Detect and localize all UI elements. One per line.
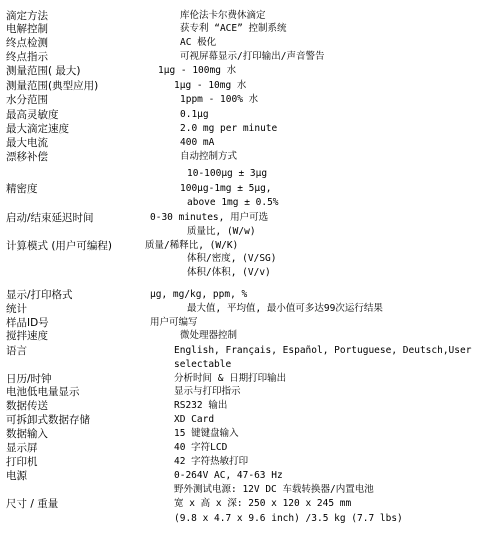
spec-value: 最大值, 平均值, 最小值可多达99次运行结果	[187, 303, 383, 314]
spec-row	[0, 455, 498, 469]
spec-label: 测量范围( 最大)	[6, 65, 81, 77]
spec-row	[0, 9, 498, 23]
spec-row	[0, 399, 498, 413]
spec-label: 搅拌速度	[6, 330, 48, 342]
spec-value: 获专利 “ACE” 控制系统	[180, 23, 287, 34]
spec-value: 0-264V AC, 47-63 Hz	[174, 470, 283, 481]
spec-row	[0, 358, 498, 372]
spec-value: μg, mg/kg, ppm, %	[150, 289, 248, 300]
spec-label: 打印机	[6, 456, 38, 468]
spec-value: English, Français, Español, Portuguese, Deutsch,User	[174, 345, 472, 356]
spec-value: 2.0 mg per minute	[180, 123, 278, 134]
spec-label: 显示/打印格式	[6, 289, 73, 301]
spec-value: XD Card	[174, 414, 215, 425]
spec-value: 野外测试电源: 12V DC 车载转换器/内置电池	[174, 484, 374, 495]
spec-value: 体积/密度, (V/SG)	[187, 253, 277, 264]
spec-row	[0, 108, 498, 122]
spec-label: 测量范围(典型应用)	[6, 80, 99, 92]
spec-label: 日历/时钟	[6, 373, 52, 385]
spec-value: RS232 输出	[174, 400, 228, 411]
spec-row	[0, 413, 498, 427]
spec-label: 数据输入	[6, 428, 48, 440]
spec-row	[0, 252, 498, 266]
spec-label: 显示屏	[6, 442, 38, 454]
spec-label: 最大电流	[6, 137, 48, 149]
spec-row	[0, 266, 498, 280]
spec-label: 计算模式 (用户可编程)	[6, 240, 113, 252]
spec-value: 1μg - 10mg 水	[174, 80, 247, 91]
spec-row	[0, 239, 498, 253]
spec-label: 电解控制	[6, 23, 48, 35]
spec-label: 终点指示	[6, 51, 48, 63]
spec-row	[0, 329, 498, 343]
spec-label: 滴定方法	[6, 10, 48, 22]
spec-row	[0, 211, 498, 225]
spec-value: 0.1μg	[180, 109, 209, 120]
spec-label: 最高灵敏度	[6, 109, 59, 121]
spec-value: 微处理器控制	[180, 330, 238, 341]
spec-label: 样品ID号	[6, 317, 49, 329]
spec-row	[0, 64, 498, 78]
spec-value: 1ppm - 100% 水	[180, 94, 259, 105]
spec-value: 15 键键盘输入	[174, 428, 239, 439]
spec-value: 用户可编写	[150, 317, 198, 328]
spec-value: AC 极化	[180, 37, 217, 48]
spec-label: 尺寸 / 重量	[6, 498, 59, 510]
spec-label: 终点检测	[6, 37, 48, 49]
spec-value: 0-30 minutes, 用户可选	[150, 212, 269, 223]
spec-row	[0, 385, 498, 399]
spec-row	[0, 22, 498, 36]
spec-label: 最大滴定速度	[6, 123, 69, 135]
spec-label: 统计	[6, 303, 27, 315]
spec-row	[0, 427, 498, 441]
spec-row	[0, 344, 498, 358]
spec-row	[0, 93, 498, 107]
spec-value: 400 mA	[180, 137, 215, 148]
spec-label: 漂移补偿	[6, 151, 48, 163]
spec-row	[0, 122, 498, 136]
spec-value: 库伦法卡尔费休滴定	[180, 10, 266, 21]
spec-value: 分析时间 & 日期打印输出	[174, 373, 287, 384]
spec-value: selectable	[174, 359, 232, 370]
spec-label: 启动/结束延迟时间	[6, 212, 94, 224]
spec-row	[0, 441, 498, 455]
spec-row	[0, 167, 498, 181]
spec-value: 42 字符热敏打印	[174, 456, 249, 467]
spec-value: (9.8 x 4.7 x 9.6 inch) /3.5 kg (7.7 lbs)	[174, 513, 403, 524]
spec-row	[0, 288, 498, 302]
spec-label: 电池低电量显示	[6, 386, 80, 398]
spec-value: 显示与打印指示	[174, 386, 241, 397]
spec-value: 100μg-1mg ± 5μg,	[180, 183, 272, 194]
spec-label: 数据传送	[6, 400, 48, 412]
spec-value: 自动控制方式	[180, 151, 238, 162]
spec-row	[0, 196, 498, 210]
spec-value: 质量比, (W/w)	[187, 226, 256, 237]
spec-label: 精密度	[6, 183, 38, 195]
spec-label: 语言	[6, 345, 27, 357]
spec-row	[0, 512, 498, 526]
spec-value: 体积/体积, (V/v)	[187, 267, 271, 278]
spec-row	[0, 372, 498, 386]
spec-row	[0, 50, 498, 64]
spec-row	[0, 136, 498, 150]
spec-value: 可视屏幕显示/打印输出/声音警告	[180, 51, 325, 62]
spec-row	[0, 483, 498, 497]
spec-row	[0, 182, 498, 196]
spec-row	[0, 79, 498, 93]
spec-row	[0, 302, 498, 316]
spec-value: 10-100μg ± 3μg	[187, 168, 268, 179]
spec-row	[0, 316, 498, 330]
spec-value: 质量/稀释比, (W/K)	[145, 240, 239, 251]
spec-row	[0, 150, 498, 164]
spec-value: 40 字符LCD	[174, 442, 228, 453]
spec-value: 1μg - 100mg 水	[158, 65, 237, 76]
spec-label: 可拆卸式数据存储	[6, 414, 90, 426]
spec-row	[0, 225, 498, 239]
spec-row	[0, 36, 498, 50]
spec-label: 电源	[6, 470, 27, 482]
spec-value: above 1mg ± 0.5%	[187, 197, 279, 208]
spec-row	[0, 497, 498, 511]
spec-label: 水分范围	[6, 94, 48, 106]
spec-row	[0, 469, 498, 483]
spec-value: 宽 x 高 x 深: 250 x 120 x 245 mm	[174, 498, 352, 509]
